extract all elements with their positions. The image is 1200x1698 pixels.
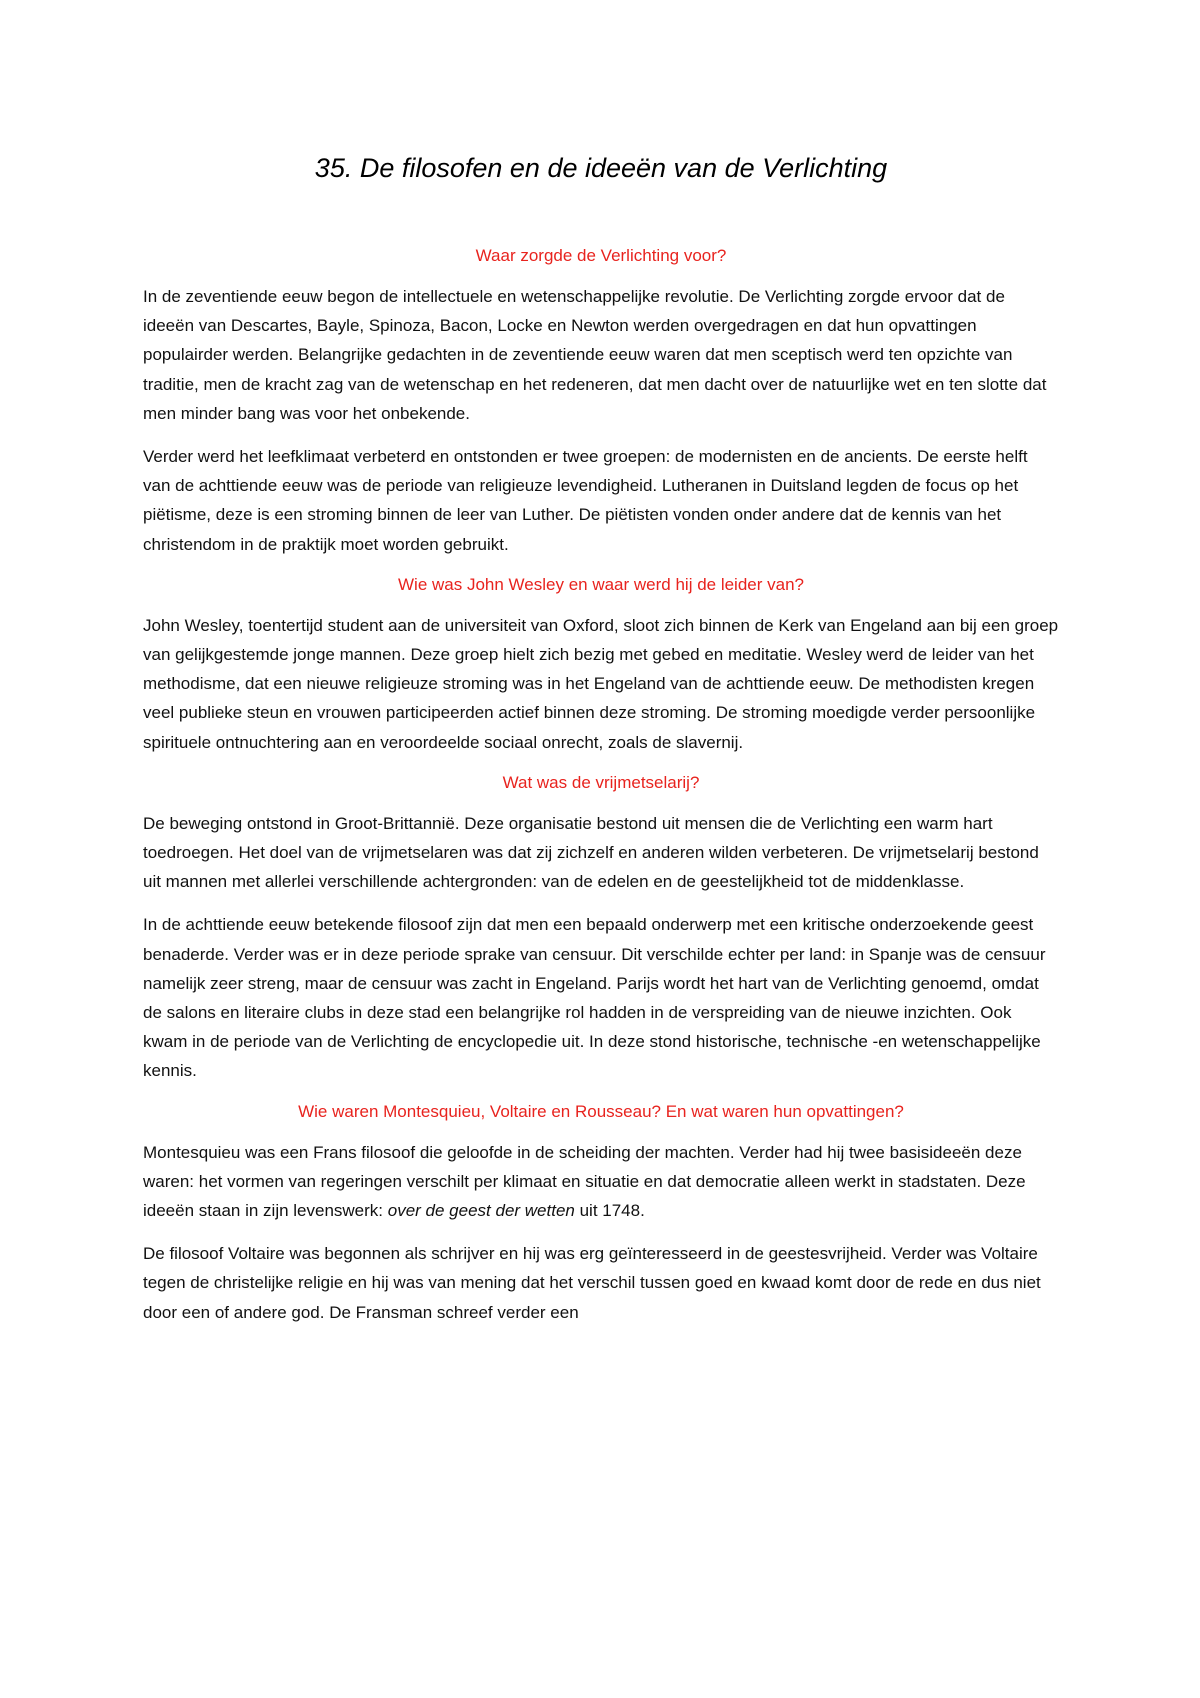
paragraph: In de zeventiende eeuw begon de intellectuele en wetenschappelijke revolutie. De Verlichting zorgde ervoor dat de ideeën van Descartes, Bayle, Spinoza, Bacon, Locke en Newton werden overgedragen en dat hun opvattingen populairder werden. Belangrijke gedachten in de zeventiende eeuw waren dat men sceptisch werd ten opzichte van traditie, men de kracht zag van de wetenschap en het redeneren, dat men dacht over de natuurlijke wet en ten slotte dat men minder bang was voor het onbekende.	[143, 287, 1047, 423]
text-run: uit 1748.	[574, 1201, 645, 1221]
paragraph: In de achttiende eeuw betekende filosoof zijn dat men een bepaald onderwerp met een kritische onderzoekende geest benaderde. Verder was er in deze periode sprake van censuur. Dit verschilde echter per land: in Spanje was de censuur namelijk zeer streng, maar de censuur was zacht in Engeland. Parijs wordt het hart van de Verlichting genoemd, omdat de salons en literaire clubs in deze stad een belangrijke rol hadden in de verspreiding van de nieuwe inzichten. Ook kwam in de periode van de Verlichting de encyclopedie uit. In deze stond historische, technische -en wetenschappelijke kennis.	[143, 915, 1046, 1081]
section-john-wesley	[143, 573, 1059, 757]
paragraph-voltaire: De filosoof Voltaire was begonnen als schrijver en hij was erg geïnteresseerd in de geestesvrijheid. Verder was Voltaire tegen de christelijke religie en hij was van mening dat het verschil tussen goed en kwaad komt door de rede en dus niet door een of andere god. De Fransman schreef verder een	[143, 1244, 1041, 1322]
book-title: over de geest der wetten	[387, 1201, 575, 1221]
paragraph: John Wesley, toentertijd student aan de universiteit van Oxford, sloot zich binnen de Kerk van Engeland aan bij een groep van gelijkgestemde jonge mannen. Deze groep hielt zich bezig met gebed en meditatie. Wesley werd de leider van het methodisme, dat een nieuwe religieuze stroming was in het Engeland van de achttiende eeuw. De methodisten kregen veel publieke steun en vrouwen participeerden actief binnen deze stroming. De stroming moedigde verder persoonlijke spirituele ontnuchtering aan en veroordeelde sociaal onrecht, zoals de slavernij.	[143, 615, 1059, 752]
section-heading: Waar zorgde de Verlichting voor?	[475, 246, 727, 265]
section-verlichting	[143, 244, 1059, 559]
paragraph: De beweging ontstond in Groot-Brittannië. Deze organisatie bestond uit mensen die de Verlichting een warm hart toedroegen. Het doel van de vrijmetselaren was dat zij zichzelf en anderen wilden verbeteren. De vrijmetselarij bestond uit mannen met allerlei verschillende achtergronden: van de edelen en de geestelijkheid tot de middenklasse.	[143, 813, 1039, 892]
document-body	[143, 150, 1059, 1341]
paragraph: Verder werd het leefklimaat verbeterd en ontstonden er twee groepen: de modernisten en de ancients. De eerste helft van de achttiende eeuw was de periode van religieuze levendigheid. Lutheranen in Duitsland legden de focus op het piëtisme, deze is een stroming binnen de leer van Luther. De piëtisten vonden onder andere dat de kennis van het christendom in de praktijk moet worden gebruikt.	[143, 447, 1028, 554]
document-title: 35. De filosofen en de ideeën van de Verlichting	[314, 153, 888, 183]
section-vrijmetselarij	[143, 771, 1059, 1086]
paragraph-montesquieu	[143, 1138, 1059, 1226]
text-run: Montesquieu was een Frans filosoof die geloofde in de scheiding der machten. Verder had hij twee basisideeën deze waren: het vormen van regeringen verschilt per klimaat en situatie en dat democratie alleen werkt in stadstaten. Deze ideeën staan in zijn levenswerk:	[143, 1142, 1026, 1221]
section-heading: Wie was John Wesley en waar werd hij de leider van?	[398, 574, 804, 594]
section-filosofen	[143, 1100, 1059, 1327]
section-heading: Wie waren Montesquieu, Voltaire en Rousseau? En wat waren hun opvattingen?	[298, 1101, 904, 1121]
section-heading: Wat was de vrijmetselarij?	[502, 772, 700, 792]
